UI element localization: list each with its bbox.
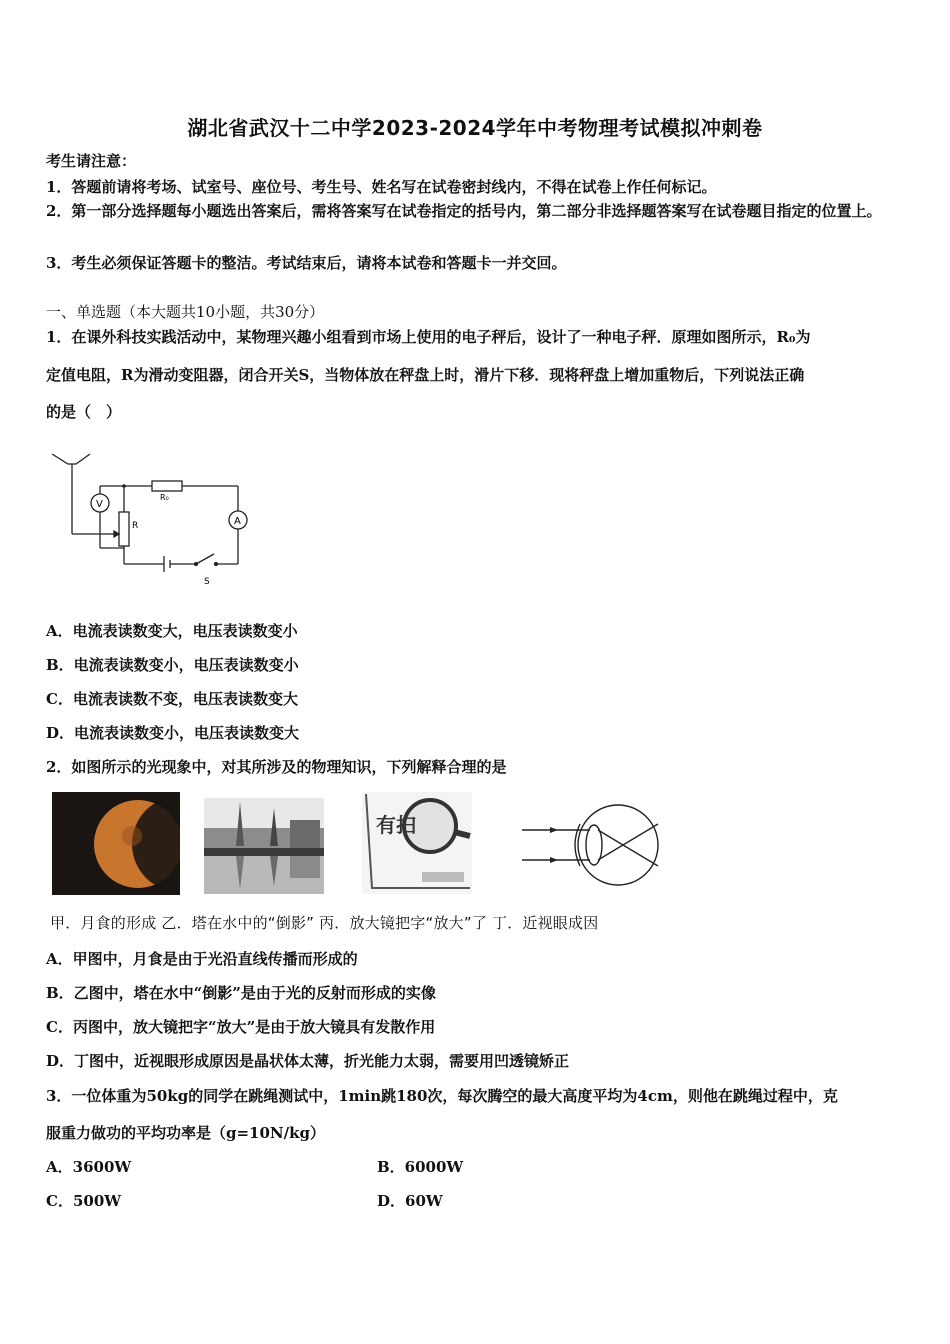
q1-option-a[interactable]: A．电流表读数变大，电压表读数变小 — [46, 622, 298, 640]
resistor-r0 — [152, 481, 182, 491]
q3-option-b[interactable]: B．6000W — [377, 1158, 464, 1176]
label-s: S — [204, 577, 210, 587]
q2-option-a[interactable]: A．甲图中，月食是由于光沿直线传播而形成的 — [46, 950, 358, 968]
q1-stem-line2: 定值电阻，R为滑动变阻器，闭合开关S，当物体放在秤盘上时，滑片下移．现将秤盘上增加重物后，下列说法正确 — [46, 366, 805, 384]
scale-pan — [52, 454, 90, 464]
notice-item-2: 2．第一部分选择题每小题选出答案后，需将答案写在试卷指定的括号内，第二部分非选择题答案写在试卷题目指定的位置上。 — [46, 202, 882, 220]
q2-image-eclipse — [52, 792, 180, 895]
notice-heading: 考生请注意： — [46, 152, 137, 170]
q1-circuit-diagram — [46, 448, 256, 588]
switch-symbol — [196, 554, 214, 564]
label-r: R — [132, 521, 139, 531]
q1-stem-line1: 1．在课外科技实践活动中，某物理兴趣小组看到市场上使用的电子秤后，设计了一种电子秤．原理如图所示，R₀为 — [46, 328, 811, 346]
q1-stem-line3: 的是（ ） — [46, 403, 122, 421]
q2-option-b[interactable]: B．乙图中，塔在水中“倒影”是由于光的反射而形成的实像 — [46, 984, 436, 1002]
q2-image-myopia — [518, 798, 660, 892]
label-v: V — [96, 499, 103, 510]
q1-option-b[interactable]: B．电流表读数变小，电压表读数变小 — [46, 656, 299, 674]
section-heading: 一、单选题（本大题共10小题，共30分） — [46, 303, 325, 321]
page-title: 湖北省武汉十二中学2023-2024学年中考物理考试模拟冲刺卷 — [187, 116, 763, 140]
q2-option-c[interactable]: C．丙图中，放大镜把字“放大”是由于放大镜具有发散作用 — [46, 1018, 436, 1036]
q3-stem-line1: 3．一位体重为50kg的同学在跳绳测试中，1min跳180次，每次腾空的最大高度平均为4cm，则他在跳绳过程中，克 — [46, 1087, 838, 1105]
q3-option-d[interactable]: D．60W — [377, 1192, 443, 1210]
rheostat-r — [119, 512, 129, 546]
label-a: A — [234, 516, 241, 527]
q2-image-magnifier — [362, 792, 472, 894]
notice-item-3: 3．考生必须保证答题卡的整洁。考试结束后，请将本试卷和答题卡一并交回。 — [46, 254, 567, 272]
q1-option-d[interactable]: D．电流表读数变小，电压表读数变大 — [46, 724, 300, 742]
q2-stem: 2．如图所示的光现象中，对其所涉及的物理知识，下列解释合理的是 — [46, 758, 507, 776]
notice-item-1: 1．答题前请将考场、试室号、座位号、考生号、姓名写在试卷密封线内，不得在试卷上作任何标记。 — [46, 178, 717, 196]
label-r0: R₀ — [160, 493, 169, 502]
q2-option-d[interactable]: D．丁图中，近视眼形成原因是晶状体太薄，折光能力太弱，需要用凹透镜矫正 — [46, 1052, 570, 1070]
q2-figure-caption: 甲．月食的形成 乙．塔在水中的“倒影” 丙．放大镜把字“放大”了 丁．近视眼成因 — [50, 914, 599, 932]
q3-option-a[interactable]: A．3600W — [46, 1158, 132, 1176]
q2-image-tower-reflection — [204, 798, 324, 894]
q3-option-c[interactable]: C．500W — [46, 1192, 122, 1210]
q3-stem-line2: 服重力做功的平均功率是（g=10N/kg） — [46, 1124, 326, 1142]
magnified-text: 有扫 — [376, 813, 416, 837]
q1-option-c[interactable]: C．电流表读数不变，电压表读数变大 — [46, 690, 298, 708]
